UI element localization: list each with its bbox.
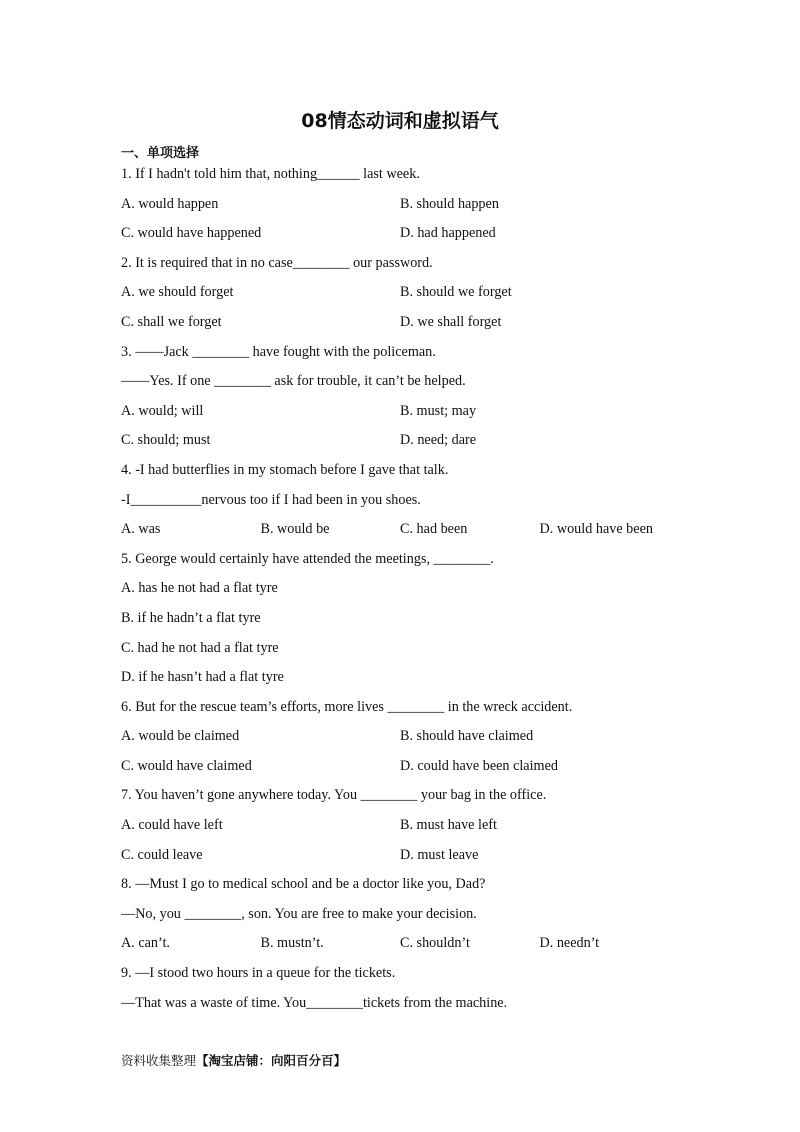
option-row [121,308,701,338]
question-stem-continued: —No, you ________, son. You are free to make your decision. [121,905,477,922]
option-row [121,426,701,456]
option-a: A. would be claimed [121,728,240,745]
option-b: B. must; may [400,402,477,419]
option-row [121,722,701,752]
question-stem: 9. —I stood two hours in a queue for the tickets. [121,965,396,982]
page-footer [121,1051,346,1069]
question-stem: 1. If I hadn't told him that, nothing______ last week. [121,166,420,182]
option-d: D. if he hasn’t had a flat tyre [121,669,284,686]
option-d: D. needn’t [539,935,600,952]
option-b: B. if he hadn’t a flat tyre [121,609,261,626]
question-stem: 8. —Must I go to medical school and be a doctor like you, Dad? [121,876,486,893]
option-a: A. was [121,521,161,538]
option-c: C. had he not had a flat tyre [121,639,279,656]
option-a: A. could have left [121,817,223,834]
option-c: C. could leave [121,846,203,863]
question-stem: 7. You haven’t gone anywhere today. You ________ your bag in the office. [121,787,547,804]
option-row [121,278,701,308]
option-row [121,397,701,427]
question-stem: 4. -I had butterflies in my stomach before I gave that talk. [121,461,449,478]
option-b: B. should we forget [400,284,512,301]
option-b: B. must have left [400,817,497,834]
option-b: B. should happen [400,195,499,212]
footer-text: 资料收集整理 [121,1053,197,1068]
option-row [121,515,701,545]
option-a: A. has he not had a flat tyre [121,580,278,597]
option-b: B. should have claimed [400,728,534,745]
section-heading: 一、单项选择 [121,146,200,161]
question-stem-continued: -I__________nervous too if I had been in you shoes. [121,491,421,508]
question-stem: 5. George would certainly have attended the meetings, ________. [121,550,494,567]
option-a: A. would happen [121,195,219,212]
option-c: C. would have claimed [121,757,252,774]
question-stem: 3. ——Jack ________ have fought with the policeman. [121,343,436,360]
option-c: C. would have happened [121,225,262,242]
option-row [121,841,701,871]
option-c: C. shall we forget [121,313,222,330]
question-stem-continued: ——Yes. If one ________ ask for trouble, it can’t be helped. [121,373,466,390]
option-c: C. shouldn’t [400,935,470,952]
option-c: C. should; must [121,432,211,449]
option-row [121,190,701,220]
question-stem-continued: —That was a waste of time. You________tickets from the machine. [121,994,508,1011]
footer-shop: 【淘宝店铺：向阳百分百】 [196,1053,347,1068]
option-row [121,219,701,249]
option-d: D. had happened [400,225,496,242]
option-d: D. could have been claimed [400,757,558,774]
option-b: B. would be [260,521,330,538]
option-row [121,752,701,782]
option-d: D. would have been [539,521,653,538]
option-c: C. had been [400,521,468,538]
option-a: A. can’t. [121,935,170,952]
option-a: A. we should forget [121,284,234,301]
option-d: D. must leave [400,846,479,863]
option-a: A. would; will [121,402,204,419]
option-row [121,811,701,841]
question-list [121,160,701,1018]
question-stem: 2. It is required that in no case________ our password. [121,254,433,271]
option-d: D. need; dare [400,432,477,449]
option-b: B. mustn’t. [260,935,324,952]
question-stem: 6. But for the rescue team’s efforts, more lives ________ in the wreck accident. [121,698,573,715]
option-row [121,929,701,959]
document-title: 08情态动词和虚拟语气 [301,110,499,132]
option-d: D. we shall forget [400,313,502,330]
